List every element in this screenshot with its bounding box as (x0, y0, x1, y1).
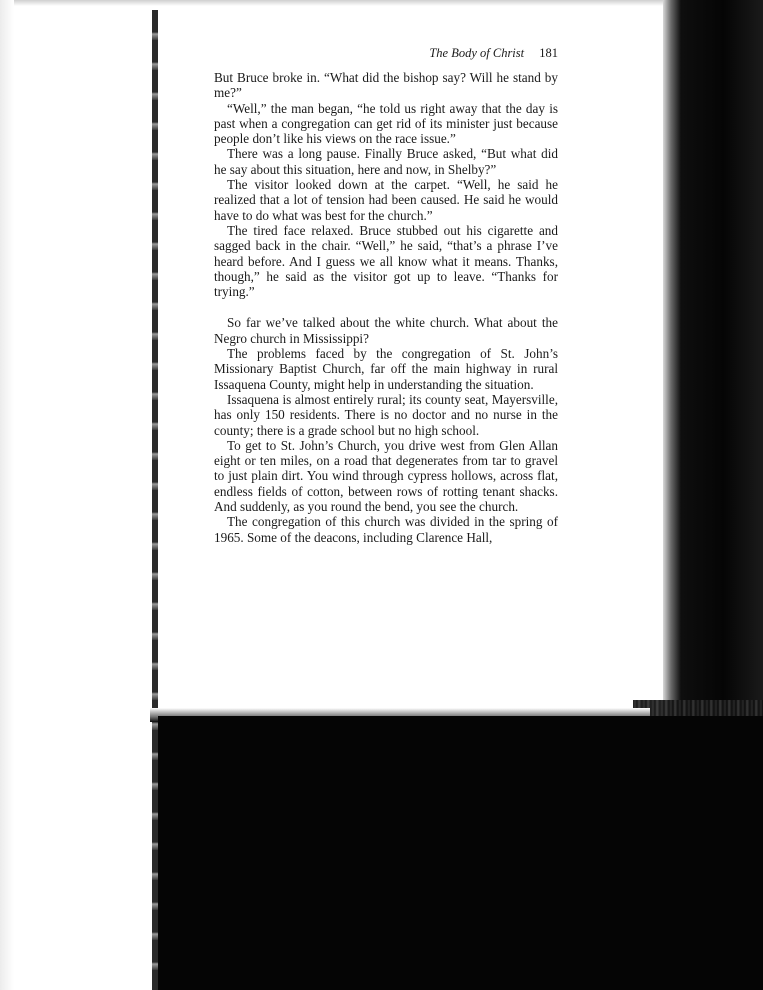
running-head-title: The Body of Christ (429, 46, 525, 60)
paragraph: So far we’ve talked about the white church. What about the Negro church in Mississippi? (214, 315, 558, 346)
scan-top-shadow (0, 0, 763, 6)
paragraph: The tired face relaxed. Bruce stubbed out his cigarette and sagged back in the chair. “Well,” he said, “that’s a phrase I’ve heard before. And I guess we all know what it means. Thanks, though,” he said as the visitor got up to leave. “Thanks for trying.” (214, 222, 558, 300)
paragraph: The problems faced by the congregation of St. John’s Missionary Baptist Church, far off the main highway in rural Issaquena County, might help in understanding the situation. (214, 346, 558, 392)
scan-bottom-shadow (158, 716, 763, 990)
paragraph: There was a long pause. Finally Bruce asked, “But what did he say about this situation, here and now, in Shelby?” (214, 146, 558, 177)
running-head (214, 44, 558, 62)
paragraph: To get to St. John’s Church, you drive west from Glen Allan eight or ten miles, on a road that degenerates from tar to gravel to just plain dirt. You wind through cypress hollows, across flat, endless fields of cotton, between rows of rotting tenant shacks. And suddenly, as you round the bend, you see the church. (214, 437, 558, 515)
paragraph: But Bruce broke in. “What did the bishop say? Will he stand by me?” (214, 70, 558, 101)
page-number: 181 (539, 46, 558, 60)
scan-left-edge (0, 0, 14, 990)
paragraph: Issaquena is almost entirely rural; its county seat, Mayersville, has only 150 residents. There is no doctor and no nurse in the county; there is a grade school but no high school. (214, 391, 558, 438)
section-break (214, 299, 558, 315)
book-page (214, 44, 558, 545)
paragraph: The visitor looked down at the carpet. “Well, he said he realized that a lot of tension had been caused. He said he would have to do what was best for the church.” (214, 177, 558, 223)
paragraph: “Well,” the man began, “he told us right away that the day is past when a congregation can get rid of its minister just because people don’t like his views on the race issue.” (214, 100, 558, 147)
paragraph: The congregation of this church was divided in the spring of 1965. Some of the deacons, including Clarence Hall, (214, 514, 558, 545)
